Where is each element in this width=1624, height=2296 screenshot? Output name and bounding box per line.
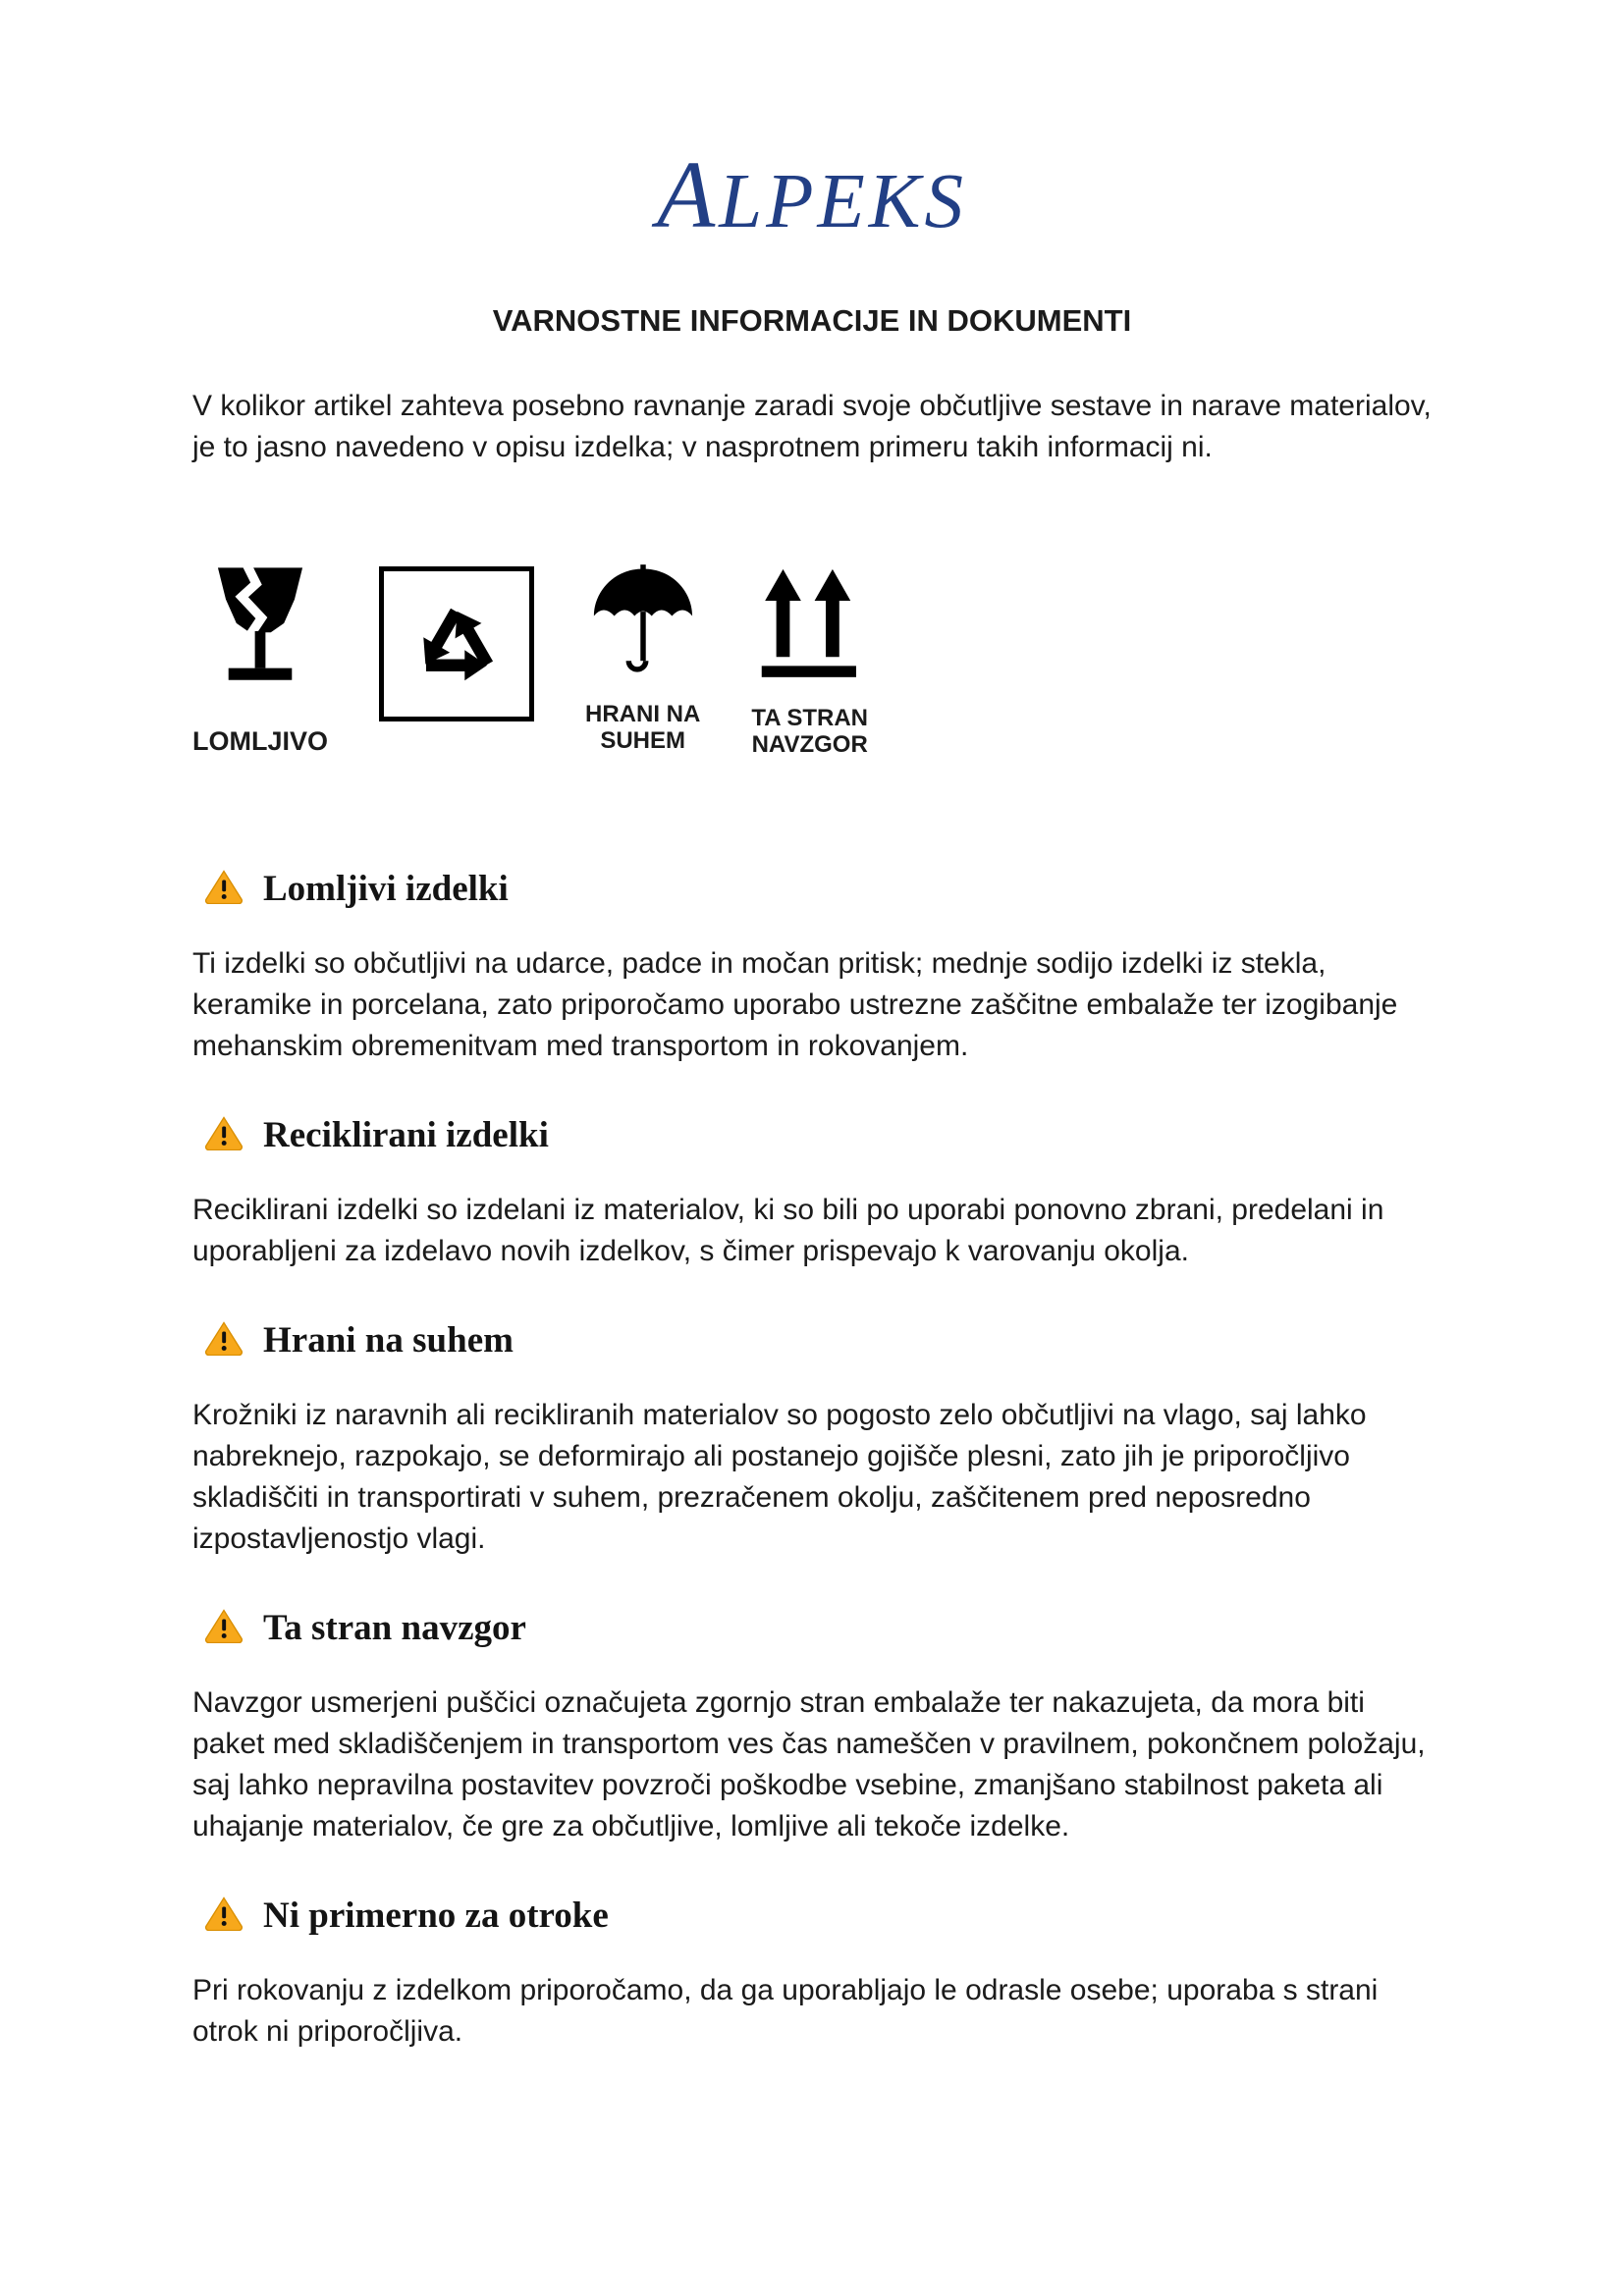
recycle-icon	[379, 566, 534, 721]
section-heading: Reciklirani izdelki	[263, 1115, 549, 1155]
logo-first-letter: A	[657, 142, 720, 247]
this-side-up-label	[751, 705, 868, 758]
warning-icon	[204, 1608, 244, 1648]
warning-icon	[204, 1896, 244, 1936]
fragile-label: LOMLJIVO	[192, 726, 329, 756]
section-hrani-na-suhem	[192, 1319, 1432, 1560]
section-heading: Lomljivi izdelki	[263, 869, 509, 909]
section-heading: Ta stran navzgor	[263, 1608, 526, 1648]
packaging-symbols-row	[192, 562, 1432, 758]
fragile-symbol	[192, 562, 328, 756]
section-ni-primerno-za-otroke	[192, 1895, 1432, 2053]
section-paragraph: Pri rokovanju z izdelkom priporočamo, da ga uporabljajo le odrasle osebe; uporaba s strani otrok ni priporočljiva.	[192, 1974, 1379, 2048]
intro-paragraph: V kolikor artikel zahteva posebno ravnanje zaradi svoje občutljive sestave in narave materialov, je to jasno navedeno v opisu izdelka; v nasprotnem primeru takih informacij ni.	[192, 390, 1432, 463]
section-heading-row	[192, 1607, 1432, 1649]
section-paragraph: Navzgor usmerjeni puščici označujeta zgornjo stran embalaže ter nakazujeta, da mora biti paket med skladiščenjem in transportom ves čas nameščen v pravilnem, pokončnem položaju, saj lahko nepravilna postavitev povzroči poškodbe vsebine, zmanjšano stabilnost paketa ali uhajanje materialov, če gre za občutljive, lomljive ali tekoče izdelke.	[192, 1686, 1426, 1842]
this-side-up-label-line2: NAVZGOR	[751, 731, 868, 758]
fragile-glass-icon	[207, 562, 313, 713]
this-side-up-symbol	[751, 562, 868, 758]
warning-icon	[204, 1320, 244, 1361]
umbrella-icon	[589, 562, 697, 687]
section-heading-row	[192, 1114, 1432, 1156]
section-heading-row	[192, 1319, 1432, 1362]
section-heading: Ni primerno za otroke	[263, 1896, 609, 1936]
logo-rest-letters: LPEKS	[719, 159, 967, 244]
keep-dry-label-line2: SUHEM	[600, 727, 686, 754]
warning-icon	[204, 1115, 244, 1155]
keep-dry-symbol	[585, 562, 700, 754]
section-paragraph: Krožniki iz naravnih ali recikliranih materialov so pogosto zelo občutljivi na vlago, saj lahko nabreknejo, razpokajo, se deformirajo ali postanejo gojišče plesni, zato jih je priporočljivo skladiščiti in transportirati v suhem, prezračenem okolju, zaščitenem pred neposredno izpostavljenostjo vlagi.	[192, 1399, 1367, 1555]
section-heading-row	[192, 1895, 1432, 1937]
section-heading-row	[192, 868, 1432, 910]
this-side-up-label-line1: TA STRAN	[751, 705, 868, 731]
section-heading: Hrani na suhem	[263, 1320, 514, 1361]
keep-dry-label	[585, 701, 700, 754]
section-paragraph: Ti izdelki so občutljivi na udarce, padce in močan pritisk; mednje sodijo izdelki iz stekla, keramike in porcelana, zato priporočamo uporabo ustrezne zaščitne embalaže ter izogibanje mehanskim obremenitvam med transportom in rokovanjem.	[192, 947, 1398, 1062]
up-arrows-icon	[759, 562, 861, 691]
section-lomljivi-izdelki	[192, 868, 1432, 1067]
company-logo	[192, 142, 1432, 247]
warning-icon	[204, 869, 244, 909]
section-paragraph: Reciklirani izdelki so izdelani iz materialov, ki so bili po uporabi ponovno zbrani, predelani in uporabljeni za izdelavo novih izdelkov, s čimer prispevajo k varovanju okolja.	[192, 1194, 1384, 1267]
section-reciklirani-izdelki	[192, 1114, 1432, 1272]
recycle-symbol	[379, 562, 534, 721]
keep-dry-label-line1: HRANI NA	[585, 701, 701, 727]
section-ta-stran-navzgor	[192, 1607, 1432, 1847]
page-title: VARNOSTNE INFORMACIJE IN DOKUMENTI	[492, 303, 1132, 338]
